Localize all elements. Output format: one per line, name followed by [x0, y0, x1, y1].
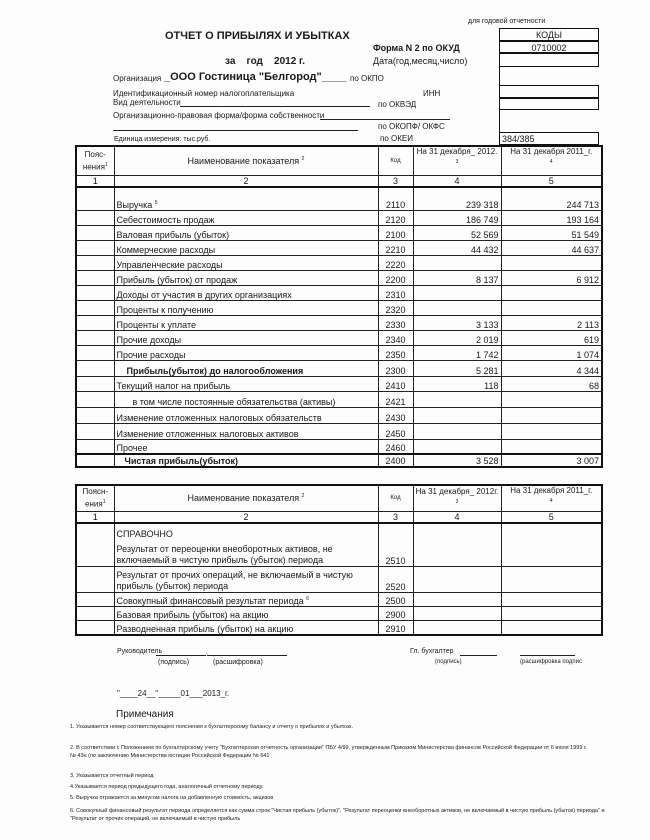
value-2012[interactable]: 1 742	[413, 346, 501, 361]
col-header-code: Код	[378, 485, 413, 511]
row-code: 2500	[378, 593, 413, 607]
note-cell[interactable]	[76, 286, 114, 301]
section-title: СПРАВОЧНО	[116, 529, 173, 539]
period	[225, 56, 305, 67]
row-name: Прочее	[114, 440, 378, 454]
table-row	[76, 424, 602, 440]
org-value: _ООО Гостиница "Белгород"____	[164, 71, 347, 83]
value-2011[interactable]: 68	[501, 377, 602, 392]
col-number: 5	[501, 175, 602, 187]
row-code: 2910	[378, 621, 413, 635]
org-label: Организация	[113, 74, 162, 83]
row-name: Коммерческие расходы	[114, 241, 378, 256]
col-number: 4	[413, 175, 501, 187]
table-row	[76, 187, 602, 211]
row-name: Чистая прибыль(убыток)	[114, 454, 378, 467]
row-name-text: Результат от переоценки внеоборотных активов, не включаемый в чистую прибыль (убыток) периода	[116, 544, 333, 565]
code-date[interactable]	[499, 53, 599, 67]
note-cell[interactable]	[76, 593, 114, 607]
head-label: Руководитель	[117, 648, 163, 655]
col-number: 4	[413, 511, 501, 523]
value-2011[interactable]	[501, 523, 602, 567]
period-prefix: за	[225, 56, 236, 67]
reference-table	[75, 484, 603, 636]
note-cell[interactable]	[76, 361, 114, 377]
col-number: 1	[76, 175, 114, 187]
row-code: 2421	[378, 392, 413, 408]
row-name: Прочие доходы	[114, 331, 378, 346]
note-cell[interactable]	[76, 271, 114, 286]
col-numbers-row	[76, 511, 602, 523]
value-2011[interactable]: 244 713	[501, 187, 602, 211]
col-number: 2	[114, 175, 378, 187]
value-2012[interactable]: 186 749	[413, 211, 501, 226]
inn-description: Идентификационный номер налогоплательщика	[113, 89, 295, 98]
row-code: 2520	[378, 567, 413, 593]
row-code: 2210	[378, 241, 413, 256]
table-row	[76, 392, 602, 408]
row-code: 2220	[378, 256, 413, 271]
value-2012[interactable]	[413, 607, 501, 621]
note-cell[interactable]	[76, 424, 114, 440]
period-year: 2012 г.	[274, 56, 305, 67]
row-name: Проценты к получению	[114, 301, 378, 316]
value-2012[interactable]: 118	[413, 377, 501, 392]
col-number: 5	[501, 511, 602, 523]
col-header-2011: На 31 декабря 2011_г. $^4$	[501, 485, 602, 511]
value-2011[interactable]	[501, 286, 602, 301]
value-2011[interactable]	[501, 301, 602, 316]
row-code: 2200	[378, 271, 413, 286]
table-row	[76, 301, 602, 316]
row-name: Базовая прибыль (убыток) на акцию	[114, 607, 378, 621]
note-3: 3. Указывается отчетный период	[70, 773, 154, 779]
table-row	[76, 593, 602, 607]
value-2011[interactable]: 1 074	[501, 346, 602, 361]
value-2011[interactable]: 6 912	[501, 271, 602, 286]
accountant-signature-line[interactable]	[460, 655, 497, 656]
table-row	[76, 567, 602, 593]
col-header-2012: На 31 декабря_ 2012г. $^3$	[413, 485, 501, 511]
row-code: 2320	[378, 301, 413, 316]
note-cell[interactable]	[76, 440, 114, 454]
inn-label: ИНН	[423, 89, 441, 98]
value-2012[interactable]: 5 281	[413, 361, 501, 377]
code-okud: 0710002	[499, 41, 599, 53]
value-2012[interactable]: 239 318	[413, 187, 501, 211]
note-cell[interactable]	[76, 567, 114, 593]
value-2012[interactable]	[413, 392, 501, 408]
legal-form-line[interactable]	[320, 119, 450, 120]
row-name: Себестоимость продаж	[114, 211, 378, 226]
value-2011[interactable]: 2 113	[501, 316, 602, 331]
table-row-total	[76, 454, 602, 467]
unit-label: Единица измерения: тыс.руб.	[114, 136, 211, 143]
col-numbers-row	[76, 175, 602, 187]
row-code: 2430	[378, 408, 413, 424]
row-name: Прибыль (убыток) от продаж	[114, 271, 378, 286]
note-2: 2. В соответствии с Положением по бухгалтерскому учету "Бухгалтерская отчетность организации" ПБУ 4/99, утвержденным Приказом Министерства финансов Российской Федерации от 6 июля 1999 г. № 43н (по заключению Министерства юстиции Российской Федерации № 641	[70, 745, 587, 759]
table-row	[76, 331, 602, 346]
row-code: 2330	[378, 316, 413, 331]
row-name: Проценты к уплате	[114, 316, 378, 331]
row-name: Валовая прибыль (убыток)	[114, 226, 378, 241]
note-5: 5. Выручка отражается за минусом налога на добавленную стоимость, акцизов	[70, 795, 274, 801]
date-label: Дата(год,месяц,число)	[373, 56, 468, 66]
table-row	[76, 621, 602, 635]
value-2011[interactable]: 3 007	[501, 454, 602, 467]
note-cell[interactable]	[76, 187, 114, 211]
row-name: Разводненная прибыль (убыток) на акцию	[114, 621, 378, 635]
value-2011[interactable]	[501, 424, 602, 440]
value-2011[interactable]: 44 637	[501, 241, 602, 256]
note-6: 6. Совокупный финансовый результат периода определяется как сумма строк "Чистая прибыль (убыток)", "Результат переоценки внеоборотных активов, не включаемый в чистую прибыль (убыток) периода" и "Результат от прочих операций, не включаемый в чистую прибыль	[70, 808, 605, 822]
table-row	[76, 211, 602, 226]
col-header-2012: На 31 декабря_ 2012. $^3$	[413, 146, 501, 175]
row-name: Изменение отложенных налоговых обязательств	[114, 408, 378, 424]
table-row	[76, 523, 602, 567]
income-table	[75, 145, 603, 468]
accountant-decode-caption: (расшифровка подпис	[520, 659, 582, 665]
value-2012[interactable]	[413, 621, 501, 635]
value-2012[interactable]	[413, 286, 501, 301]
value-2011[interactable]	[501, 440, 602, 454]
table-row	[76, 361, 602, 377]
note-cell[interactable]	[76, 241, 114, 256]
accountant-decode-line[interactable]	[520, 655, 575, 656]
table-header	[76, 146, 602, 175]
report-date: "____24__"_____01___2013_г.	[117, 689, 230, 698]
table-row	[76, 346, 602, 361]
row-name: Управленческие расходы	[114, 256, 378, 271]
value-2012[interactable]	[413, 256, 501, 271]
value-2012[interactable]: 52 569	[413, 226, 501, 241]
row-code: 2410	[378, 377, 413, 392]
note-1: 1. Указывается номер соответствующего пояснения к бухгалтерскому балансу и отчету о прибылях и убытках.	[70, 724, 354, 730]
value-2011[interactable]	[501, 593, 602, 607]
col-header-name: Наименование показателя $^2$	[114, 485, 378, 511]
code-divider	[499, 67, 500, 85]
col-header-name: Наименование показателя $^2$	[114, 146, 378, 175]
code-okei: 384/385	[499, 132, 599, 145]
value-2011[interactable]	[501, 607, 602, 621]
period-word: год	[246, 56, 263, 67]
value-2012[interactable]	[413, 523, 501, 567]
value-2012[interactable]: 3 133	[413, 316, 501, 331]
head-decode-line[interactable]	[207, 655, 287, 656]
row-code: 2400	[378, 454, 413, 467]
value-2012[interactable]	[413, 301, 501, 316]
value-2011[interactable]: 4 344	[501, 361, 602, 377]
row-code: 2300	[378, 361, 413, 377]
row-name: Выручка $^5$	[114, 187, 378, 211]
note-cell[interactable]	[76, 607, 114, 621]
value-2011[interactable]	[501, 256, 602, 271]
value-2011[interactable]	[501, 408, 602, 424]
note-cell[interactable]	[76, 256, 114, 271]
note-cell[interactable]	[76, 523, 114, 567]
row-code: 2460	[378, 440, 413, 454]
head-signature-line[interactable]	[156, 655, 206, 656]
note-cell[interactable]	[76, 392, 114, 408]
head-decode-caption: (расшифровка)	[213, 659, 263, 666]
col-header-notes: Пояснения$^1$	[76, 485, 114, 511]
row-name: Результат от прочих операций, не включаемый в чистую прибыль (убыток) периода	[114, 567, 378, 593]
annual-note: для годовой отчетности	[468, 18, 546, 25]
codes-title: КОДЫ	[499, 28, 599, 41]
row-name: Совокупный финансовый результат периода $^6$	[114, 593, 378, 607]
table-header	[76, 485, 602, 511]
col-number: 3	[378, 511, 413, 523]
note-cell[interactable]	[76, 346, 114, 361]
row-code: 2350	[378, 346, 413, 361]
row-code: 2120	[378, 211, 413, 226]
col-header-notes: Пояснения$^1$	[76, 146, 114, 175]
notes-title: Примечания	[116, 709, 174, 720]
row-name: Прочие расходы	[114, 346, 378, 361]
table-row	[76, 607, 602, 621]
row-code: 2450	[378, 424, 413, 440]
okpo-label: по ОКПО	[350, 74, 384, 83]
okved-label: по ОКВЭД	[378, 100, 417, 109]
value-2012[interactable]	[413, 408, 501, 424]
table-row	[76, 377, 602, 392]
value-2012[interactable]	[413, 424, 501, 440]
col-header-2011: На 31 декабря 2011_г. $^4$	[501, 146, 602, 175]
note-cell[interactable]	[76, 211, 114, 226]
accountant-signature-caption: (подпись)	[435, 659, 462, 665]
value-2012[interactable]	[413, 567, 501, 593]
report-title: ОТЧЕТ О ПРИБЫЛЯХ И УБЫТКАХ	[165, 30, 350, 42]
okopf-label: по ОКОПФ/ ОКФС	[378, 122, 445, 131]
col-number: 3	[378, 175, 413, 187]
table-row	[76, 286, 602, 301]
value-2012[interactable]	[413, 440, 501, 454]
row-code: 2100	[378, 226, 413, 241]
table-row	[76, 408, 602, 424]
value-2012[interactable]	[413, 593, 501, 607]
value-2012[interactable]: 44 432	[413, 241, 501, 256]
row-name	[114, 523, 378, 567]
table-row	[76, 226, 602, 241]
row-code: 2110	[378, 187, 413, 211]
col-number: 2	[114, 511, 378, 523]
legal-form-label: Организационно-правовая форма/форма собственности	[113, 111, 325, 120]
code-inn[interactable]	[499, 85, 599, 98]
legal-form-line-2[interactable]	[113, 130, 358, 131]
row-name: Доходы от участия в других организациях	[114, 286, 378, 301]
row-code: 2310	[378, 286, 413, 301]
row-code: 2510	[378, 523, 413, 567]
table-row	[76, 241, 602, 256]
row-name: Прибыль(убыток) до налогообложения	[114, 361, 378, 377]
note-cell[interactable]	[76, 301, 114, 316]
value-2011[interactable]: 193 164	[501, 211, 602, 226]
row-name: Текущий налог на прибыль	[114, 377, 378, 392]
accountant-label: Гл. бухгалтер	[410, 648, 454, 655]
row-name: Изменение отложенных налоговых активов	[114, 424, 378, 440]
row-name: в том числе постоянные обязательства (активы)	[114, 392, 378, 408]
code-okved[interactable]	[499, 98, 599, 110]
note-cell[interactable]	[76, 331, 114, 346]
col-header-code: Код	[378, 146, 413, 175]
activity-line[interactable]	[180, 106, 370, 107]
note-cell[interactable]	[76, 454, 114, 467]
note-cell[interactable]	[76, 408, 114, 424]
head-signature-caption: (подпись)	[158, 659, 190, 666]
row-code: 2340	[378, 331, 413, 346]
code-divider	[499, 110, 500, 132]
col-number: 1	[76, 511, 114, 523]
note-cell[interactable]	[76, 226, 114, 241]
note-cell[interactable]	[76, 377, 114, 392]
form-label: Форма N 2 по ОКУД	[373, 43, 460, 53]
value-2012[interactable]: 8 137	[413, 271, 501, 286]
table-row	[76, 256, 602, 271]
note-cell[interactable]	[76, 316, 114, 331]
note-cell[interactable]	[76, 621, 114, 635]
table-row	[76, 316, 602, 331]
value-2012[interactable]: 3 528	[413, 454, 501, 467]
table-row	[76, 440, 602, 454]
value-2011[interactable]	[501, 567, 602, 593]
note-4: 4.Указывается период предыдущего года, аналогичный отчетному периоду.	[70, 784, 264, 790]
table-row	[76, 271, 602, 286]
okei-label: по ОКЕИ	[380, 134, 413, 143]
row-code: 2900	[378, 607, 413, 621]
value-2011[interactable]	[501, 621, 602, 635]
value-2011[interactable]: 51 549	[501, 226, 602, 241]
value-2011[interactable]: 619	[501, 331, 602, 346]
value-2011[interactable]	[501, 392, 602, 408]
activity-label: Вид деятельности	[113, 98, 181, 107]
value-2012[interactable]: 2 019	[413, 331, 501, 346]
